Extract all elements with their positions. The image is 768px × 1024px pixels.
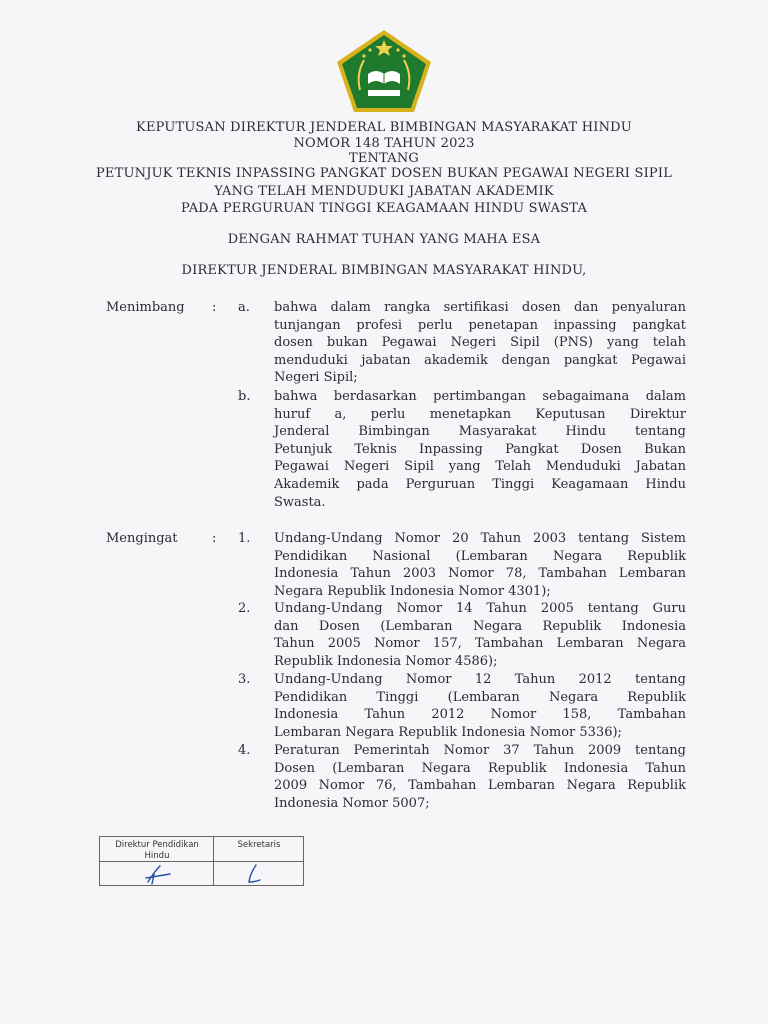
- paraf-header-sekretaris: Sekretaris: [237, 840, 281, 850]
- mengingat-item-3-mark: 3.: [238, 672, 251, 687]
- text-line: menduduki jabatan akademik dengan pangkat Pegawai: [274, 352, 686, 368]
- mengingat-item-3-text: [274, 671, 686, 741]
- text-line: Negeri Sipil;: [274, 370, 358, 386]
- issuer-line: DIREKTUR JENDERAL BIMBINGAN MASYARAKAT HINDU,: [181, 263, 587, 278]
- decree-number: NOMOR 148 TAHUN 2023: [293, 136, 475, 151]
- text-line: Dosen (Lembaran Negara Republik Indonesia Tahun: [274, 760, 686, 776]
- mengingat-item-4-mark: 4.: [238, 743, 251, 758]
- text-line: Jenderal Bimbingan Masyarakat Hindu tentang: [274, 424, 686, 440]
- mengingat-label: Mengingat: [106, 531, 178, 546]
- text-line: Lembaran Negara Republik Indonesia Nomor 5336);: [274, 724, 622, 740]
- text-line: huruf a, perlu menetapkan Keputusan Direktur: [274, 406, 686, 422]
- text-line: Tahun 2005 Nomor 157, Tambahan Lembaran Negara: [274, 636, 686, 652]
- text-line: Undang-Undang Nomor 14 Tahun 2005 tentang Guru: [274, 601, 686, 616]
- mengingat-item-2-text: [274, 600, 686, 670]
- text-line: Undang-Undang Nomor 12 Tahun 2012 tentang: [274, 672, 686, 687]
- text-line: bahwa berdasarkan pertimbangan sebagaimana dalam: [274, 389, 686, 404]
- decree-title: KEPUTUSAN DIREKTUR JENDERAL BIMBINGAN MASYARAKAT HINDU: [136, 120, 632, 135]
- menimbang-colon: :: [212, 300, 217, 315]
- text-line: Indonesia Tahun 2003 Nomor 78, Tambahan Lembaran: [274, 566, 686, 582]
- text-line: dan Dosen (Lembaran Negara Republik Indonesia: [274, 618, 686, 634]
- decree-subject-line-2: YANG TELAH MENDUDUKI JABATAN AKADEMIK: [214, 184, 554, 199]
- text-line: Peraturan Pemerintah Nomor 37 Tahun 2009 tentang: [274, 743, 686, 758]
- mengingat-item-4-text: [274, 742, 686, 812]
- paraf-signature-sekretaris: [240, 862, 270, 886]
- mengingat-colon: :: [212, 531, 217, 546]
- text-line: Petunjuk Teknis Inpassing Pangkat Dosen Bukan: [274, 441, 686, 457]
- decree-subject-line-1: PETUNJUK TEKNIS INPASSING PANGKAT DOSEN BUKAN PEGAWAI NEGERI SIPIL: [95, 166, 673, 181]
- decree-tentang: TENTANG: [348, 151, 420, 166]
- invocation-line: DENGAN RAHMAT TUHAN YANG MAHA ESA: [227, 232, 541, 247]
- menimbang-item-a-text: [274, 299, 686, 387]
- text-line: Indonesia Nomor 5007;: [274, 795, 430, 811]
- menimbang-item-b-mark: b.: [238, 389, 251, 404]
- text-line: 2009 Nomor 76, Tambahan Lembaran Negara Republik: [274, 778, 686, 794]
- text-line: bahwa dalam rangka sertifikasi dosen dan penyaluran: [274, 300, 686, 315]
- menimbang-label: Menimbang: [106, 300, 185, 315]
- ministry-emblem-logo: [334, 28, 434, 114]
- mengingat-item-1-mark: 1.: [238, 531, 251, 546]
- text-line: Negara Republik Indonesia Nomor 4301);: [274, 583, 551, 599]
- text-line: Republik Indonesia Nomor 4586);: [274, 653, 498, 669]
- text-line: Swasta.: [274, 494, 326, 510]
- text-line: Undang-Undang Nomor 20 Tahun 2003 tentang Sistem: [274, 531, 686, 546]
- text-line: tunjangan profesi perlu penetapan inpassing pangkat: [274, 317, 686, 333]
- text-line: Pegawai Negeri Sipil yang Telah Menduduki Jabatan: [274, 459, 686, 475]
- text-line: Akademik pada Perguruan Tinggi Keagamaan Hindu: [274, 476, 686, 492]
- paraf-header-direktur: Direktur Pendidikan Hindu: [115, 840, 199, 861]
- menimbang-item-b-text: [274, 388, 686, 511]
- mengingat-item-1-text: [274, 530, 686, 600]
- paraf-signature-direktur: [140, 862, 176, 886]
- mengingat-item-2-mark: 2.: [238, 601, 251, 616]
- text-line: Indonesia Tahun 2012 Nomor 158, Tambahan: [274, 707, 686, 723]
- decree-subject-line-3: PADA PERGURUAN TINGGI KEAGAMAAN HINDU SWASTA: [180, 201, 588, 216]
- menimbang-item-a-mark: a.: [238, 300, 250, 315]
- text-line: Pendidikan Tinggi (Lembaran Negara Republik: [274, 689, 686, 705]
- text-line: dosen bukan Pegawai Negeri Sipil (PNS) yang telah: [274, 335, 686, 351]
- text-line: Pendidikan Nasional (Lembaran Negara Republik: [274, 548, 686, 564]
